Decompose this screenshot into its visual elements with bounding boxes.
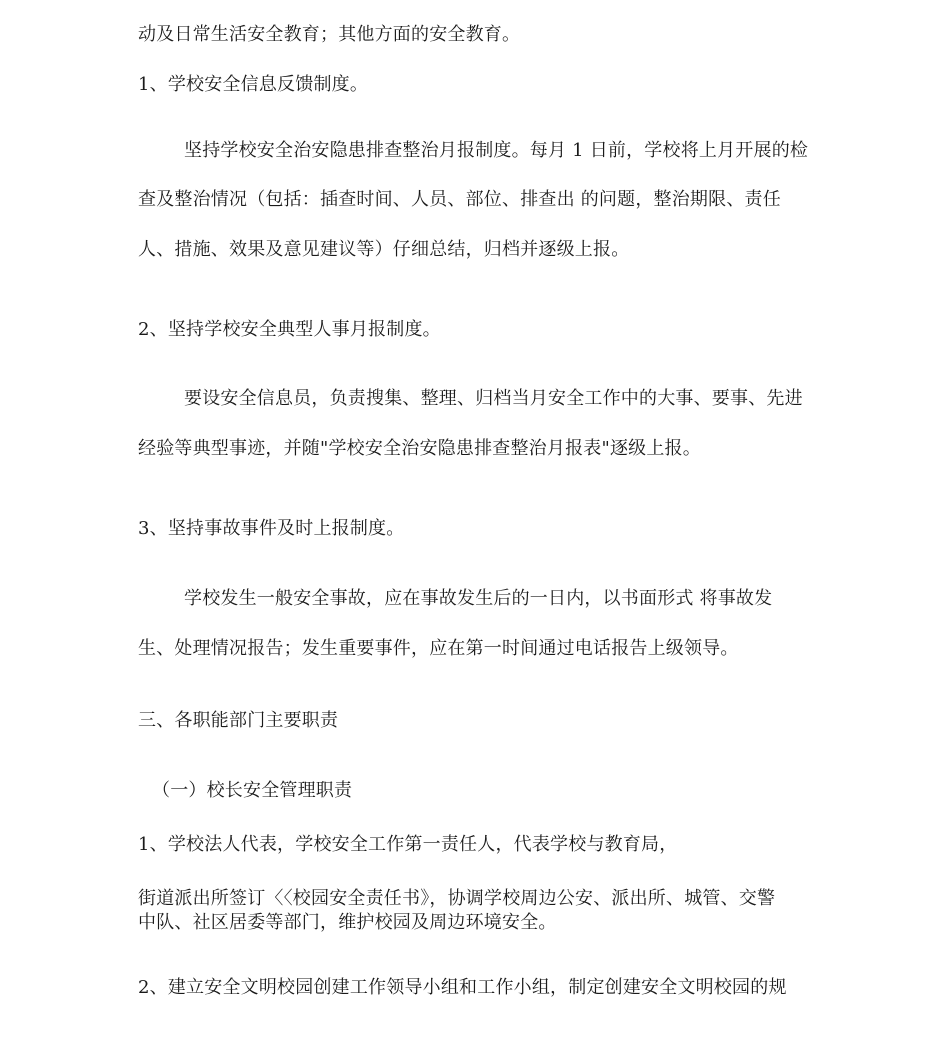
paragraph-line: 要设安全信息员，负责搜集、整理、归档当月安全工作中的大事、要事、先进 — [184, 388, 803, 409]
section-item-heading: 3、坚持事故事件及时上报制度。 — [138, 518, 405, 539]
paragraph-line: 生、处理情况报告；发生重要事件，应在第一时间通过电话报告上级领导。 — [138, 638, 739, 659]
paragraph-line: 人、措施、效果及意见建议等）仔细总结，归档并逐级上报。 — [138, 239, 630, 260]
paragraph-line: 坚持学校安全治安隐患排查整治月报制度。每月 1 日前，学校将上月开展的检 — [184, 140, 809, 161]
section-heading: 三、各职能部门主要职责 — [138, 710, 339, 731]
paragraph-line: 街道派出所签订〈〈校园安全责任书》，协调学校周边公安、派出所、城管、交警 — [138, 888, 776, 909]
paragraph-line: 经验等典型事迹，并随"学校安全治安隐患排查整治月报表"逐级上报。 — [138, 438, 701, 459]
section-item-heading: 2、建立安全文明校园创建工作领导小组和工作小组，制定创建安全文明校园的规 — [138, 977, 787, 998]
paragraph-line: 查及整治情况（包括：插查时间、人员、部位、排查出 的问题，整治期限、责任 — [138, 189, 781, 210]
section-item-heading: 1、学校安全信息反馈制度。 — [138, 74, 369, 95]
subsection-heading: （一）校长安全管理职责 — [152, 780, 353, 801]
section-item-heading: 1、学校法人代表，学校安全工作第一责任人，代表学校与教育局， — [138, 834, 678, 855]
paragraph-line: 中队、社区居委等部门，维护校园及周边环境安全。 — [138, 912, 557, 933]
section-item-heading: 2、坚持学校安全典型人事月报制度。 — [138, 319, 441, 340]
paragraph-line: 动及日常生活安全教育；其他方面的安全教育。 — [138, 24, 521, 45]
paragraph-line: 学校发生一般安全事故，应在事故发生后的一日内，以书面形式 将事故发 — [184, 588, 773, 609]
